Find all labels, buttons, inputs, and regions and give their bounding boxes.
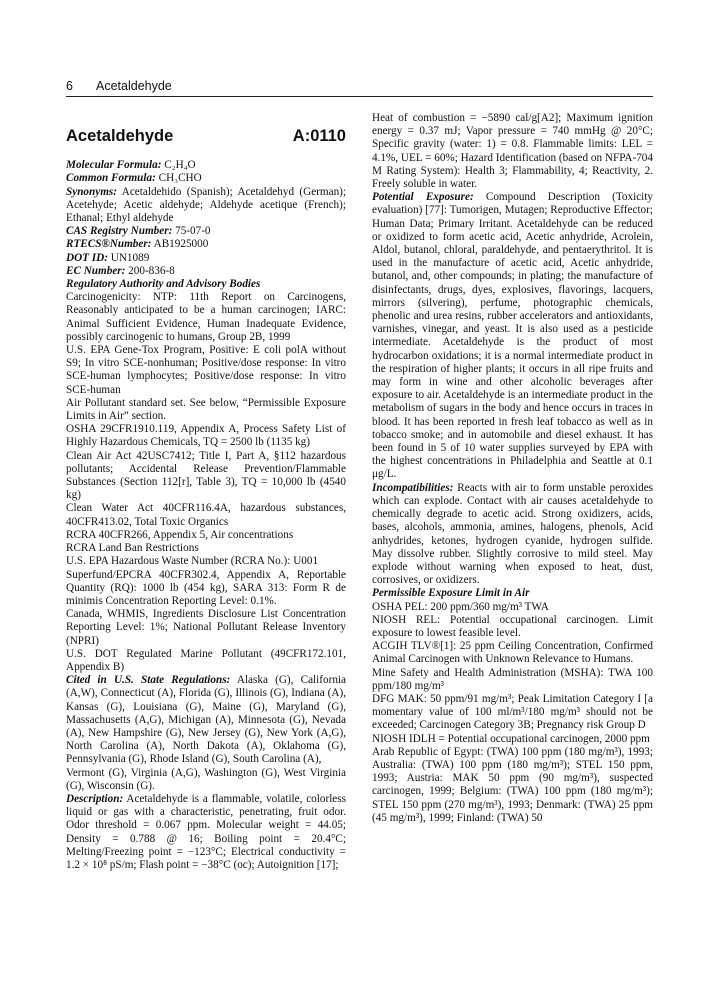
field-text: RCRA 40CFR266, Appendix 5, Air concentrations [66,528,294,541]
field-label: Potential Exposure: [372,191,474,204]
header-rule [66,96,653,97]
field-text: Compound Description (Toxicity evaluation) [77]: Tumorigen, Mutagen; Reproductive Effector; Human Data; Primary Irritant. Acetaldehyde can be reduced or oxidized to form acetic acid, Acetic anhydride, Acrolein, Aldol, butanol, chloral, paraldehyde, and pentaerythritol. It is used in the manufacture of acetic acid, Acetic anhydride, butanol, and, other compounds; in plating; the manufacture of disinfectants, drugs, dyes, explosives, flavorings, lacquers, mirrors (silvering), perfume, photographic chemicals, phenolic and urea resins, rubber accelerators and antioxidants, varnishes, vinegar, and yeast. It is also used as a pesticide intermediate. Acetaldehyde is the product of most hydrocarbon oxidations; it is a normal intermediate product in the respiration of higher plants; it occurs in all ripe fruits and may form in wine and other alcoholic beverages after exposure to air. Acetaldehyde is an intermediate product in the metabolism of sugars in the body and hence occurs in traces in blood. It has been reported in fresh leaf tobacco as well as in tobacco smoke; and in automobile and diesel exhaust. It has been found in 5 of 10 water supplies surveyed by EPA with the highest concentrations in Philadelphia and Seattle at 0.1 μg/L. [372,191,653,481]
paragraph [372,614,653,640]
paragraph [66,344,346,397]
field-label: Molecular Formula: [66,159,162,172]
paragraph [66,238,346,251]
field-text: NIOSH IDLH = Potential occupational carcinogen, 2000 ppm [372,732,650,745]
entry-title [66,127,346,145]
paragraph [66,767,346,793]
field-label: Permissible Exposure Limit in Air [372,587,530,600]
field-text: RCRA Land Ban Restrictions [66,542,199,555]
field-text: Mine Safety and Health Administration (MSHA): TWA 100 ppm/180 mg/m³ [372,666,653,692]
paragraph [66,555,346,568]
paragraph [372,667,653,693]
paragraph [372,191,653,481]
field-text: ACGIH TLV®[1]: 25 ppm Ceiling Concentration, Confirmed Animal Carcinogen with Unknown Relevance to Humans. [372,640,653,666]
field-label: Cited in U.S. State Regulations: [66,674,231,687]
field-label: EC Number: [66,264,126,277]
paragraph [66,502,346,528]
paragraph [66,674,346,766]
paragraph [66,529,346,542]
paragraph [372,746,653,825]
paragraph [66,186,346,226]
field-label: Regulatory Authority and Advisory Bodies [66,278,261,291]
field-text: Acetaldehyde is a flammable, volatile, colorless liquid or gas with a characteristic, penetrating, fruit odor. Odor threshold = 0.067 ppm. Molecular weight = 44.05; Density = 0.788 @ 16; Boiling point = 20.4°C; Melting/Freezing point = −123°C; Electrical conductivity = 1.2 × 10⁸ pS/m; Flash point = −38°C (oc); Autoignition [17]; [66,792,346,871]
field-text: Arab Republic of Egypt: (TWA) 100 ppm (180 mg/m³), 1993; Australia: (TWA) 100 ppm (180 mg/m³); STEL 150 ppm, 1993; Austria: MAK 50 ppm (90 mg/m³), suspected carcinogen, 1999; Belgium: (TWA) 100 ppm (180 mg/m³); STEL 150 ppm (270 mg/m³), 1993; Denmark: (TWA) 25 ppm (45 mg/m³), 1999; Finland: (TWA) 50 [372,745,653,824]
field-text: CH₃CHO [158,172,202,185]
field-text: OSHA 29CFR1910.119, Appendix A, Process Safety List of Highly Hazardous Chemicals, TQ = 2500 lb (1135 kg) [66,423,346,449]
paragraph [66,569,346,609]
paragraph [66,278,346,291]
paragraph [372,640,653,666]
field-text: Superfund/EPCRA 40CFR302.4, Appendix A, Reportable Quantity (RQ): 1000 lb (454 kg), SARA 313: Form R de minimis Concentration Reporting Level: 0.1%. [66,568,346,607]
left-column [66,127,347,872]
entry-code: A:0110 [292,127,346,145]
field-text: U.S. EPA Gene-Tox Program, Positive: E coli polA without S9; In vitro SCE-nonhuman; Positive/dose response: In vitro SCE-human lymphocytes; Positive/dose response: In vitro SCE-human [66,344,346,396]
field-text: C₂H₄O [164,159,196,172]
field-text: AB1925000 [153,238,209,251]
field-text: Canada, WHMIS, Ingredients Disclosure List Concentration Reporting Level: 1%; National Pollutant Release Inventory (NPRI) [66,608,346,647]
running-header [66,79,652,93]
field-label: Incompatibilities: [372,481,454,494]
paragraph [66,608,346,648]
field-text: NIOSH REL: Potential occupational carcinogen. Limit exposure to lowest feasible level. [372,613,653,639]
field-text: U.S. EPA Hazardous Waste Number (RCRA No.): U001 [66,555,319,568]
paragraph [66,159,346,172]
running-title: Acetaldehyde [96,79,172,93]
page-number: 6 [66,79,73,93]
field-text: Acetaldehido (Spanish); Acetaldehyd (German); Acetehyde; Acetic aldehyde; Aldehyde acetique (French); Ethanal; Ethyl aldehyde [66,185,347,225]
paragraph [66,252,346,265]
field-text: UN1089 [110,251,150,264]
paragraph [372,112,653,191]
paragraph [66,291,346,344]
entry-name: Acetaldehyde [66,127,174,145]
paragraph [66,225,346,238]
field-text: Carcinogenicity: NTP: 11th Report on Carcinogens, Reasonably anticipated to be a human carcinogen; IARC: Animal Sufficient Evidence, Human Inadequate Evidence, possibly carcinogenic to humans, Group 2B, 1999 [66,291,346,343]
paragraph [66,265,346,278]
field-text: Clean Water Act 40CFR116.4A, hazardous substances, 40CFR413.02, Total Toxic Organics [66,502,346,528]
field-label: Synonyms: [66,185,117,198]
field-text: OSHA PEL: 200 ppm/360 mg/m³ TWA [372,600,549,613]
paragraph [66,450,346,503]
paragraph [372,693,653,733]
field-text: Heat of combustion = −5890 cal/g[A2]; Maximum ignition energy = 0.37 mJ; Vapor pressure = 740 mmHg @ 20°C; Specific gravity (water: 1) = 0.8. Flammable limits: LEL = 4.1%, UEL = 60%; Hazard Identification (based on NFPA-704 M Rating System): Health 3; Flammability, 4; Reactivity, 2. Freely soluble in water. [372,112,653,191]
paragraph [372,587,653,600]
paragraph [66,423,346,449]
field-text: Alaska (G), California (A,W), Connecticut (A), Florida (G), Illinois (G), Indiana (A), Kansas (G), Louisiana (G), Maine (G), Maryland (G), Massachusetts (A,G), Michigan (A), Minnesota (G), Nevada (A), New Hampshire (G), New Jersey (G), New York (A,G), North Carolina (A), North Dakota (A), Oklahoma (G), Pennsylvania (G), Rhode Island (G), South Carolina (A), [66,674,346,766]
field-label: RTECS®Number: [66,238,152,251]
field-text: DFG MAK: 50 ppm/91 mg/m³; Peak Limitation Category I [a momentary value of 100 ml/m³/180 mg/m³ should not be exceeded; Carcinogen Category 3B; Pregnancy risk Group D [372,692,653,732]
paragraph [372,482,653,588]
paragraph [66,397,346,423]
paragraph [66,542,346,555]
field-label: Description: [66,792,124,805]
field-label: DOT ID: [66,251,108,264]
field-text: 200-836-8 [128,264,175,277]
field-label: CAS Registry Number: [66,225,173,238]
field-text: U.S. DOT Regulated Marine Pollutant (49CFR172.101, Appendix B) [66,647,346,673]
field-text: Air Pollutant standard set. See below, “Permissible Exposure Limits in Air” section. [66,396,346,423]
field-label: Common Formula: [66,172,156,185]
paragraph [66,648,346,674]
paragraph [372,733,653,746]
field-text: Reacts with air to form unstable peroxides which can explode. Contact with air causes acetaldehyde to chemically degrade to acetic acid. Strong oxidizers, acids, bases, alcohols, ammonia, amines, halogens, phenols, Acid anhydrides, ketones, hydrogen cyanide, hydrogen sulfide. May dissolve rubber. Slightly corrosive to mild steel. May explode without warning when exposed to heat, dust, corrosives, or oxidizers. [372,481,654,587]
paragraph [66,793,346,872]
field-text: Clean Air Act 42USC7412; Title I, Part A, §112 hazardous pollutants; Accidental Release Prevention/Flammable Substances (Section 112[r], Table 3), TQ = 10,000 lb (4540 kg) [66,449,346,502]
paragraph [66,172,346,185]
right-column [372,112,653,825]
paragraph [372,601,653,614]
field-text: 75-07-0 [175,225,211,238]
field-text: Vermont (G), Virginia (A,G), Washington (G), West Virginia (G), Wisconsin (G). [66,766,346,792]
